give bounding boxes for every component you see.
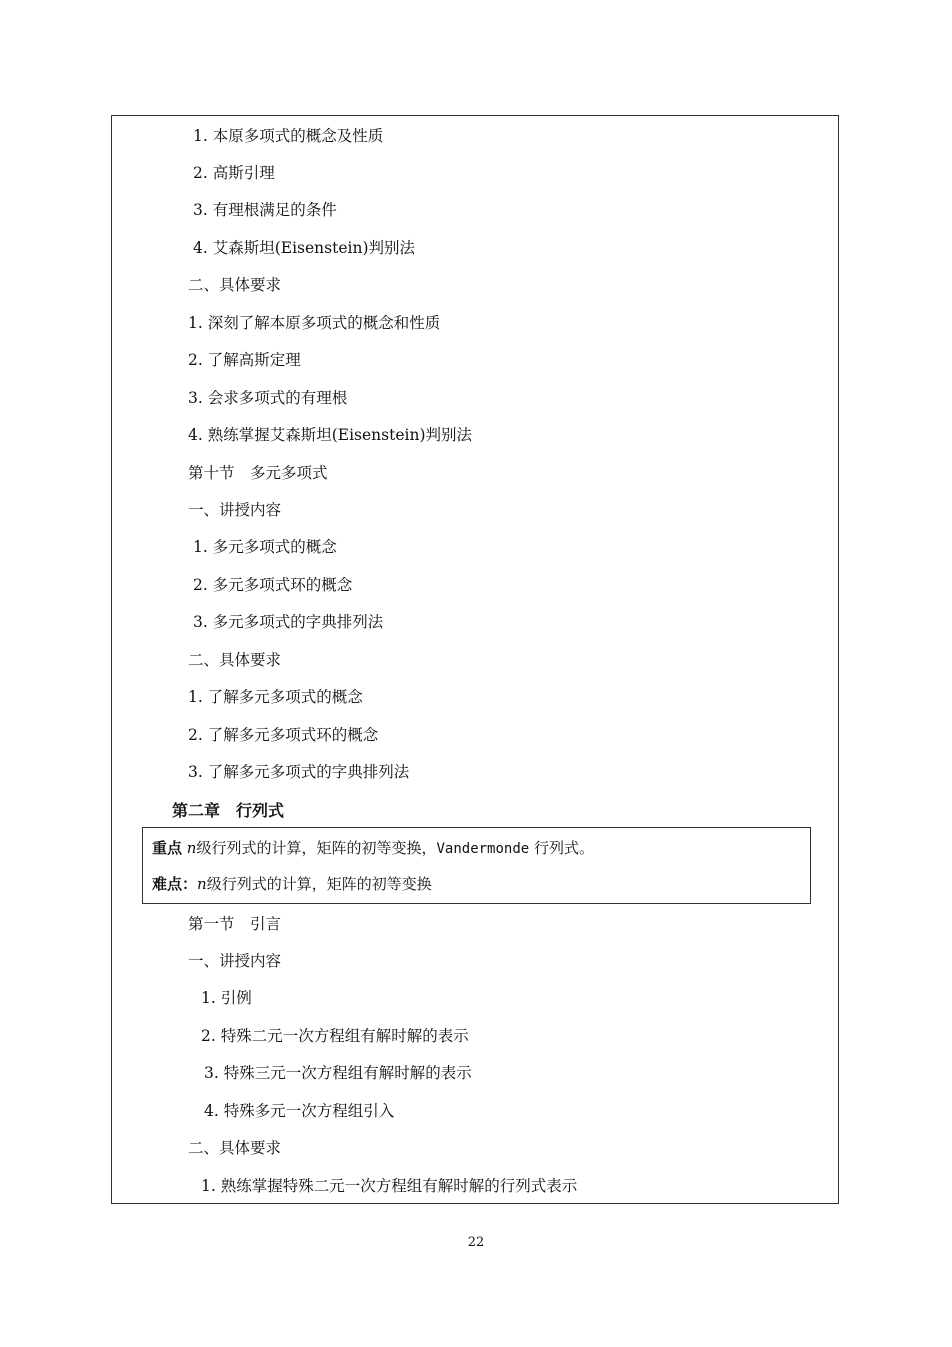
chapter-number: 第二章 <box>172 801 221 820</box>
list-item: 1. 熟练掌握特殊二元一次方程组有解时解的行列式表示 <box>201 1177 578 1195</box>
list-item: 4. 熟练掌握艾森斯坦(Eisenstein)判别法 <box>188 426 472 444</box>
chapter-title: 行列式 <box>236 801 285 820</box>
important-text-1: 级行列式的计算，矩阵的初等变换， <box>196 839 437 857</box>
list-item: 3. 特殊三元一次方程组有解时解的表示 <box>204 1064 472 1082</box>
difficult-points <box>152 874 432 894</box>
section-heading: 一、讲授内容 <box>188 952 282 970</box>
list-item: 1. 本原多项式的概念及性质 <box>193 127 384 145</box>
difficult-variable: n <box>197 875 207 893</box>
list-item: 4. 特殊多元一次方程组引入 <box>204 1102 395 1120</box>
difficult-label: 难点： <box>152 875 198 893</box>
difficult-text: 级行列式的计算，矩阵的初等变换 <box>206 875 432 893</box>
list-item: 1. 多元多项式的概念 <box>193 538 337 556</box>
important-term: Vandermonde <box>436 841 530 857</box>
section-heading: 二、具体要求 <box>188 651 282 669</box>
section-title: 第十节 多元多项式 <box>188 464 328 482</box>
list-item: 2. 了解高斯定理 <box>188 351 301 369</box>
page-number: 22 <box>467 1235 485 1250</box>
list-item: 4. 艾森斯坦(Eisenstein)判别法 <box>193 239 415 257</box>
section-heading: 二、具体要求 <box>188 1139 282 1157</box>
important-variable: n <box>186 839 197 857</box>
list-item: 3. 会求多项式的有理根 <box>188 389 348 407</box>
important-points <box>152 838 594 859</box>
list-item: 2. 高斯引理 <box>193 164 275 182</box>
chapter-heading <box>172 798 284 821</box>
list-item: 1. 了解多元多项式的概念 <box>188 688 363 706</box>
section-title: 第一节 引言 <box>188 915 282 933</box>
content-table-frame <box>111 115 839 1204</box>
list-item: 2. 特殊二元一次方程组有解时解的表示 <box>201 1027 469 1045</box>
section-heading: 二、具体要求 <box>188 276 282 294</box>
key-points-box <box>142 827 811 904</box>
list-item: 3. 了解多元多项式的字典排列法 <box>188 763 410 781</box>
important-label: 重点 <box>152 839 183 857</box>
list-item: 2. 多元多项式环的概念 <box>193 576 353 594</box>
list-item: 1. 引例 <box>201 989 252 1007</box>
important-text-2: 行列式。 <box>533 839 594 857</box>
list-item: 1. 深刻了解本原多项式的概念和性质 <box>188 314 441 332</box>
list-item: 3. 有理根满足的条件 <box>193 201 337 219</box>
list-item: 2. 了解多元多项式环的概念 <box>188 726 379 744</box>
section-heading: 一、讲授内容 <box>188 501 282 519</box>
list-item: 3. 多元多项式的字典排列法 <box>193 613 384 631</box>
